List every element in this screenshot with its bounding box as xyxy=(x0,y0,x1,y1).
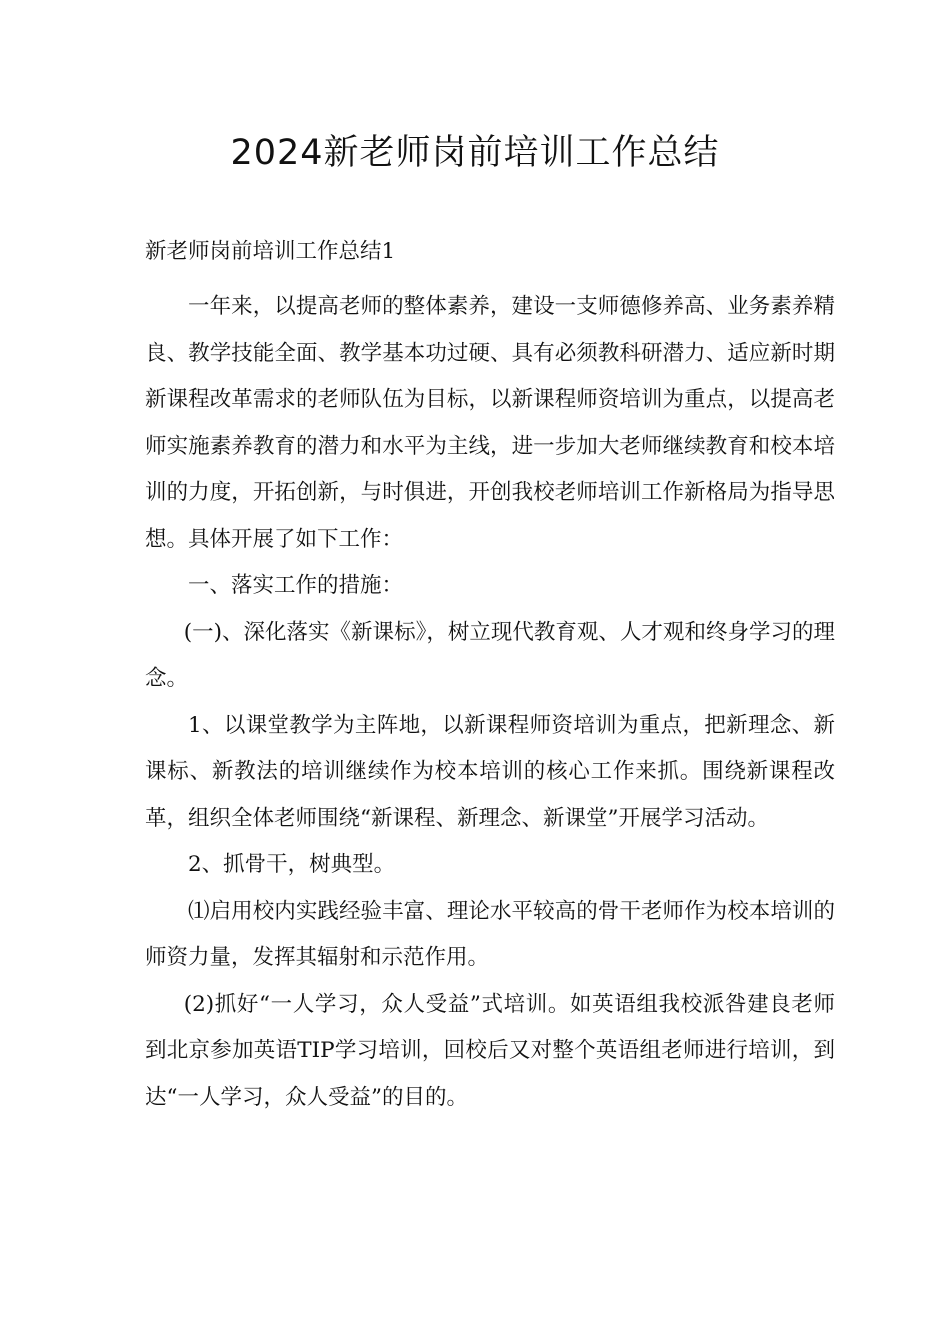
intro-paragraph: 一年来，以提高老师的整体素养，建设一支师德修养高、业务素养精良、教学技能全面、教学基本功过硬、具有必须教科研潜力、适应新时期新课程改革需求的老师队伍为目标，以新课程师资培训为重点，以提高老师实施素养教育的潜力和水平为主线，进一步加大老师继续教育和校本培训的力度，开拓创新，与时俱进，开创我校老师培训工作新格局为指导思想。具体开展了如下工作： xyxy=(145,294,835,552)
document-title: 2024新老师岗前培训工作总结 xyxy=(230,133,720,173)
sub-item-1-paragraph: ⑴启用校内实践经验丰富、理论水平较高的骨干老师作为校本培训的师资力量，发挥其辐射和示范作用。 xyxy=(145,898,835,970)
measures-heading: 一、落实工作的措施： xyxy=(188,573,404,598)
section-heading: 新老师岗前培训工作总结1 xyxy=(145,239,396,264)
sub-item-2-paragraph: (2)抓好“一人学习，众人受益”式培训。如英语组我校派咎建良老师到北京参加英语TIP学习培训，回校后又对整个英语组老师进行培训，到达“一人学习，众人受益”的目的。 xyxy=(145,991,835,1110)
item-1-paragraph: 1、以课堂教学为主阵地，以新课程师资培训为重点，把新理念、新课标、新教法的培训继续作为校本培训的核心工作来抓。围绕新课程改革，组织全体老师围绕“新课程、新理念、新课堂”开展学习活动。 xyxy=(145,712,835,831)
subsection-heading-1: (一)、深化落实《新课标》，树立现代教育观、人才观和终身学习的理念。 xyxy=(145,619,835,691)
document-body xyxy=(145,284,835,1121)
item-2-heading: 2、抓骨干，树典型。 xyxy=(188,852,396,877)
